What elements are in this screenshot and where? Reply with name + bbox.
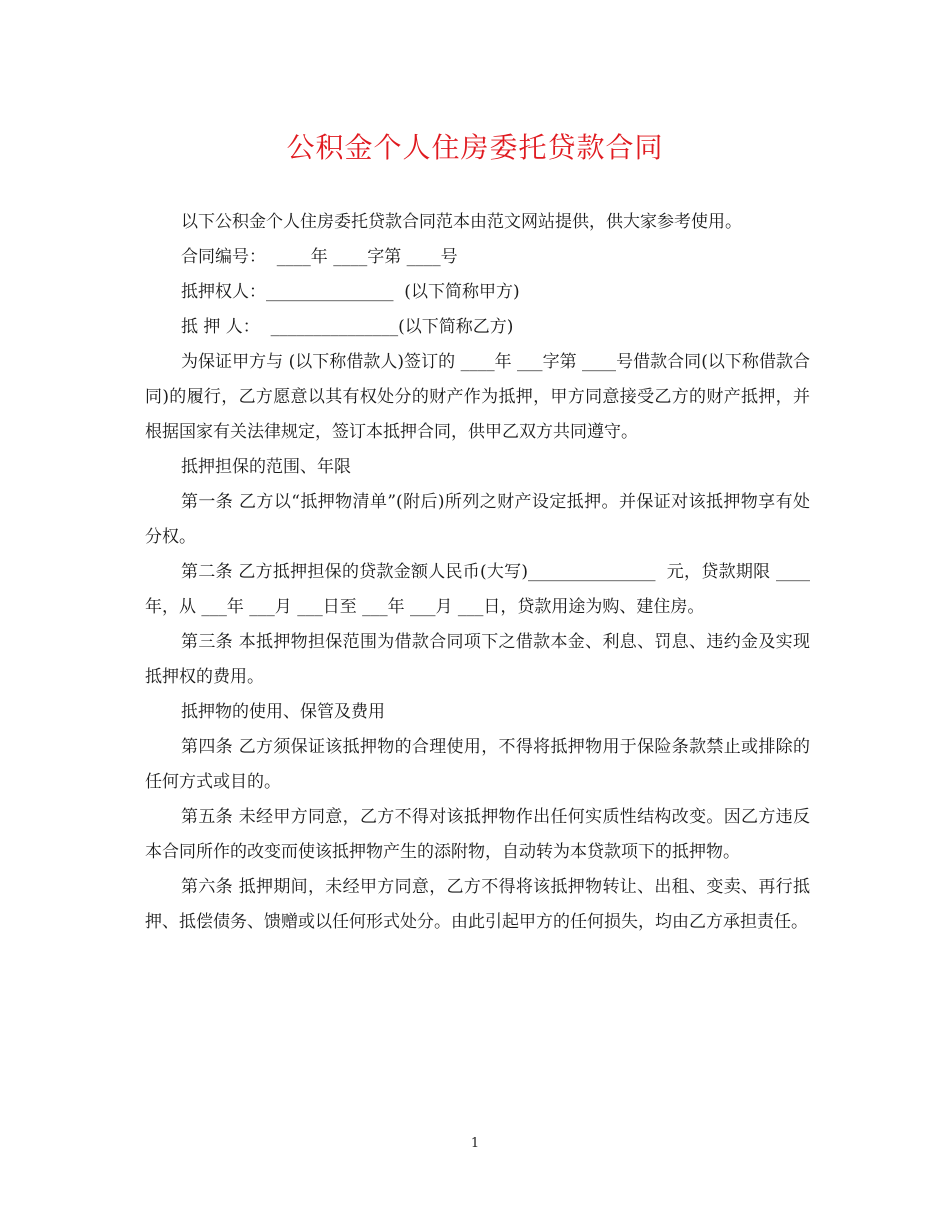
article-2: 第二条 乙方抵押担保的贷款金额人民币(大写)_______________ 元，贷款期限 ____年，从 ___年 ___月 ___日至 ___年 ___月 ___日，贷款用途为购、建住房。 [145,562,810,617]
article-3: 第三条 本抵押物担保范围为借款合同项下之借款本金、利息、罚息、违约金及实现抵押权的费用。 [145,632,810,687]
preamble-paragraph: 为保证甲方与 (以下称借款人)签订的 ____年 ___字第 ____号借款合同(以下称借款合同)的履行，乙方愿意以其有权处分的财产作为抵押，甲方同意接受乙方的财产抵押，并根据国家有关法律规定，签订本抵押合同，供甲乙双方共同遵守。 [145,352,810,442]
document-body [145,205,810,940]
article-5: 第五条 未经甲方同意，乙方不得对该抵押物作出任何实质性结构改变。因乙方违反本合同所作的改变而使该抵押物产生的添附物，自动转为本贷款项下的抵押物。 [145,807,810,862]
article-1: 第一条 乙方以“抵押物清单”(附后)所列之财产设定抵押。并保证对该抵押物享有处分权。 [145,492,810,547]
document-title: 公积金个人住房委托贷款合同 [286,131,664,164]
section-heading-usage: 抵押物的使用、保管及费用 [181,702,385,722]
article-6: 第六条 抵押期间，未经甲方同意，乙方不得将该抵押物转让、出租、变卖、再行抵押、抵偿债务、馈赠或以任何形式处分。由此引起甲方的任何损失，均由乙方承担责任。 [145,877,810,932]
intro-paragraph: 以下公积金个人住房委托贷款合同范本由范文网站提供，供大家参考使用。 [181,212,742,232]
page-number: 1 [470,1136,480,1151]
article-4: 第四条 乙方须保证该抵押物的合理使用，不得将抵押物用于保险条款禁止或排除的任何方式或目的。 [145,737,810,792]
mortgagor-line: 抵 押 人： _______________(以下简称乙方) [181,317,514,337]
contract-number-line: 合同编号： ____年 ____字第 ____号 [181,247,458,267]
section-heading-scope: 抵押担保的范围、年限 [181,457,351,477]
mortgagee-line: 抵押权人：_______________ (以下简称甲方) [181,282,520,302]
